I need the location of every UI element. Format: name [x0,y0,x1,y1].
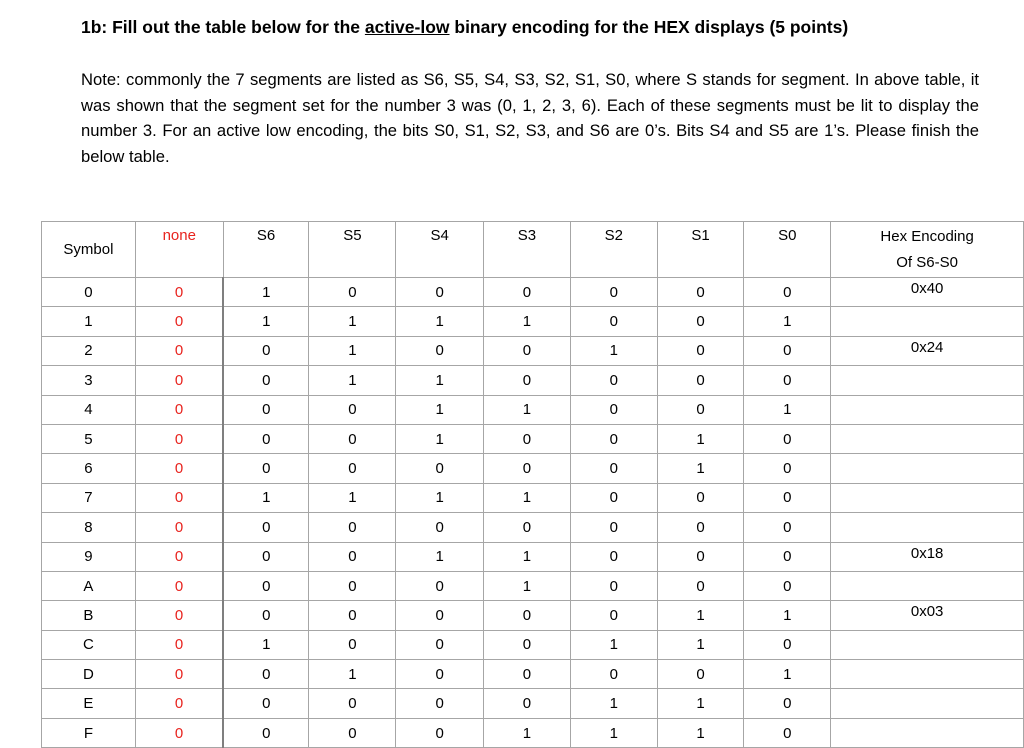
cell-hex[interactable]: 0x03 [831,601,1024,630]
cell-s0: 0 [744,630,831,659]
cell-s0: 1 [744,601,831,630]
cell-hex[interactable]: 0x40 [831,278,1024,307]
cell-hex[interactable] [831,395,1024,424]
cell-s4: 0 [396,336,484,365]
cell-s0: 0 [744,542,831,571]
cell-s0: 0 [744,571,831,600]
cell-s0: 0 [744,336,831,365]
header-symbol: Symbol [42,222,136,278]
cell-s1: 1 [657,424,744,453]
cell-s6: 0 [223,513,309,542]
cell-none: 0 [135,366,223,395]
cell-none: 0 [135,718,223,747]
cell-s3: 0 [484,601,571,630]
cell-s5: 1 [309,660,396,689]
cell-s1: 0 [657,513,744,542]
cell-s3: 0 [484,366,571,395]
cell-s6: 1 [223,307,309,336]
cell-s0: 0 [744,689,831,718]
table-row [42,571,1024,600]
cell-s5: 1 [309,307,396,336]
cell-symbol: 4 [42,395,136,424]
cell-none: 0 [135,542,223,571]
table-row [42,483,1024,512]
header-s1: S1 [657,222,744,278]
cell-s3: 0 [484,689,571,718]
instructions-note [81,67,979,169]
cell-s1: 0 [657,366,744,395]
cell-s5: 0 [309,278,396,307]
cell-s3: 0 [484,513,571,542]
cell-symbol: D [42,660,136,689]
cell-s2: 0 [570,571,657,600]
cell-symbol: 8 [42,513,136,542]
cell-s2: 0 [570,542,657,571]
cell-s1: 0 [657,395,744,424]
table-row [42,689,1024,718]
cell-s5: 0 [309,571,396,600]
cell-none: 0 [135,660,223,689]
header-row [42,222,1024,278]
cell-s0: 0 [744,278,831,307]
cell-s5: 0 [309,542,396,571]
header-s5: S5 [309,222,396,278]
heading-prefix: 1b: Fill out the table below for the [81,17,365,37]
cell-symbol: 5 [42,424,136,453]
cell-s1: 1 [657,601,744,630]
cell-symbol: B [42,601,136,630]
table-row [42,542,1024,571]
cell-none: 0 [135,601,223,630]
cell-none: 0 [135,278,223,307]
cell-s2: 0 [570,660,657,689]
heading-suffix: binary encoding for the HEX displays (5 points) [449,17,849,37]
cell-hex[interactable]: 0x18 [831,542,1024,571]
cell-s3: 0 [484,424,571,453]
cell-s0: 0 [744,513,831,542]
cell-s3: 0 [484,630,571,659]
cell-s5: 0 [309,601,396,630]
cell-s2: 0 [570,513,657,542]
table-row [42,601,1024,630]
cell-s6: 0 [223,689,309,718]
cell-hex[interactable] [831,454,1024,483]
cell-s5: 0 [309,630,396,659]
cell-hex[interactable]: 0x24 [831,336,1024,365]
cell-s0: 0 [744,718,831,747]
cell-s2: 0 [570,278,657,307]
cell-s3: 1 [484,542,571,571]
cell-symbol: 0 [42,278,136,307]
cell-s2: 1 [570,630,657,659]
header-s0: S0 [744,222,831,278]
cell-symbol: E [42,689,136,718]
cell-s1: 0 [657,307,744,336]
cell-s2: 0 [570,601,657,630]
cell-s4: 0 [396,689,484,718]
cell-s4: 0 [396,718,484,747]
table-row [42,366,1024,395]
cell-s4: 1 [396,483,484,512]
cell-s1: 0 [657,336,744,365]
cell-none: 0 [135,571,223,600]
table-row [42,307,1024,336]
cell-s2: 1 [570,689,657,718]
cell-none: 0 [135,307,223,336]
cell-s3: 1 [484,718,571,747]
cell-s6: 0 [223,454,309,483]
cell-s6: 0 [223,336,309,365]
cell-symbol: 9 [42,542,136,571]
cell-hex[interactable] [831,718,1024,747]
cell-s1: 0 [657,483,744,512]
cell-none: 0 [135,336,223,365]
cell-hex[interactable] [831,660,1024,689]
table-row [42,513,1024,542]
cell-hex[interactable] [831,366,1024,395]
cell-s5: 0 [309,513,396,542]
cell-s6: 0 [223,718,309,747]
cell-s5: 0 [309,395,396,424]
cell-s3: 1 [484,307,571,336]
cell-s6: 0 [223,366,309,395]
note-text: Note: commonly the 7 segments are listed as S6, S5, S4, S3, S2, S1, S0, where S stands for segment. In above table, it was shown that the segment set for the number 3 was (0, 1, 2, 3, 6). Each of these segments must be lit to display the number 3. For an active low encoding, the bits S0, S1, S2, S3, and S6 are 0’s. Bits S4 and S5 are 1’s. Please finish the below table. [81,70,979,166]
cell-s1: 0 [657,571,744,600]
question-heading [81,17,848,38]
cell-s3: 0 [484,660,571,689]
table-row [42,630,1024,659]
cell-hex[interactable] [831,307,1024,336]
table-row [42,395,1024,424]
cell-none: 0 [135,630,223,659]
table-row [42,336,1024,365]
cell-s4: 0 [396,278,484,307]
header-hex-encoding [831,222,1024,278]
cell-s4: 1 [396,307,484,336]
cell-hex[interactable] [831,689,1024,718]
cell-hex[interactable] [831,630,1024,659]
cell-s2: 0 [570,454,657,483]
cell-s4: 1 [396,542,484,571]
header-hex-line1: Hex Encoding [880,228,974,245]
cell-s2: 1 [570,336,657,365]
header-none: none [135,222,223,278]
header-s2: S2 [570,222,657,278]
header-s6: S6 [223,222,309,278]
cell-s2: 1 [570,718,657,747]
cell-s0: 0 [744,454,831,483]
cell-s5: 0 [309,718,396,747]
cell-s1: 1 [657,630,744,659]
cell-s3: 0 [484,454,571,483]
cell-s4: 0 [396,601,484,630]
cell-s2: 0 [570,424,657,453]
cell-symbol: 1 [42,307,136,336]
cell-s6: 0 [223,660,309,689]
cell-s6: 0 [223,424,309,453]
cell-s6: 0 [223,395,309,424]
cell-none: 0 [135,395,223,424]
cell-s3: 1 [484,395,571,424]
cell-none: 0 [135,513,223,542]
cell-s0: 0 [744,366,831,395]
cell-s3: 1 [484,571,571,600]
cell-none: 0 [135,424,223,453]
table-row [42,660,1024,689]
cell-s1: 0 [657,660,744,689]
cell-s2: 0 [570,395,657,424]
cell-s5: 1 [309,336,396,365]
cell-hex[interactable] [831,424,1024,453]
table-body [42,278,1024,748]
cell-none: 0 [135,689,223,718]
cell-s4: 0 [396,630,484,659]
cell-s6: 0 [223,542,309,571]
cell-s6: 0 [223,601,309,630]
cell-s0: 1 [744,660,831,689]
table-row [42,454,1024,483]
cell-s3: 0 [484,278,571,307]
cell-symbol: 2 [42,336,136,365]
cell-s4: 0 [396,571,484,600]
cell-hex[interactable] [831,571,1024,600]
encoding-table [41,221,1024,748]
cell-none: 0 [135,454,223,483]
cell-s5: 0 [309,424,396,453]
cell-s2: 0 [570,307,657,336]
header-s3: S3 [484,222,571,278]
cell-s4: 1 [396,424,484,453]
cell-s4: 0 [396,513,484,542]
cell-s3: 1 [484,483,571,512]
cell-symbol: A [42,571,136,600]
cell-s1: 0 [657,542,744,571]
cell-s4: 0 [396,454,484,483]
cell-s4: 1 [396,366,484,395]
header-hex-line2: Of S6-S0 [896,254,958,271]
cell-s6: 0 [223,571,309,600]
cell-symbol: 6 [42,454,136,483]
cell-s4: 0 [396,660,484,689]
table-row [42,278,1024,307]
cell-s4: 1 [396,395,484,424]
cell-s1: 1 [657,454,744,483]
cell-s5: 0 [309,454,396,483]
cell-none: 0 [135,483,223,512]
cell-s5: 1 [309,366,396,395]
cell-s5: 1 [309,483,396,512]
cell-s6: 1 [223,630,309,659]
cell-symbol: F [42,718,136,747]
heading-underlined-term: active-low [364,17,450,37]
table-row [42,718,1024,747]
cell-hex[interactable] [831,513,1024,542]
header-s4: S4 [396,222,484,278]
cell-s1: 1 [657,689,744,718]
cell-symbol: 7 [42,483,136,512]
cell-s0: 0 [744,424,831,453]
cell-s2: 0 [570,483,657,512]
cell-s0: 1 [744,307,831,336]
cell-s2: 0 [570,366,657,395]
cell-symbol: 3 [42,366,136,395]
cell-s1: 0 [657,278,744,307]
cell-s6: 1 [223,483,309,512]
cell-s0: 0 [744,483,831,512]
cell-s1: 1 [657,718,744,747]
table-row [42,424,1024,453]
cell-symbol: C [42,630,136,659]
cell-hex[interactable] [831,483,1024,512]
cell-s6: 1 [223,278,309,307]
cell-s3: 0 [484,336,571,365]
cell-s0: 1 [744,395,831,424]
cell-s5: 0 [309,689,396,718]
